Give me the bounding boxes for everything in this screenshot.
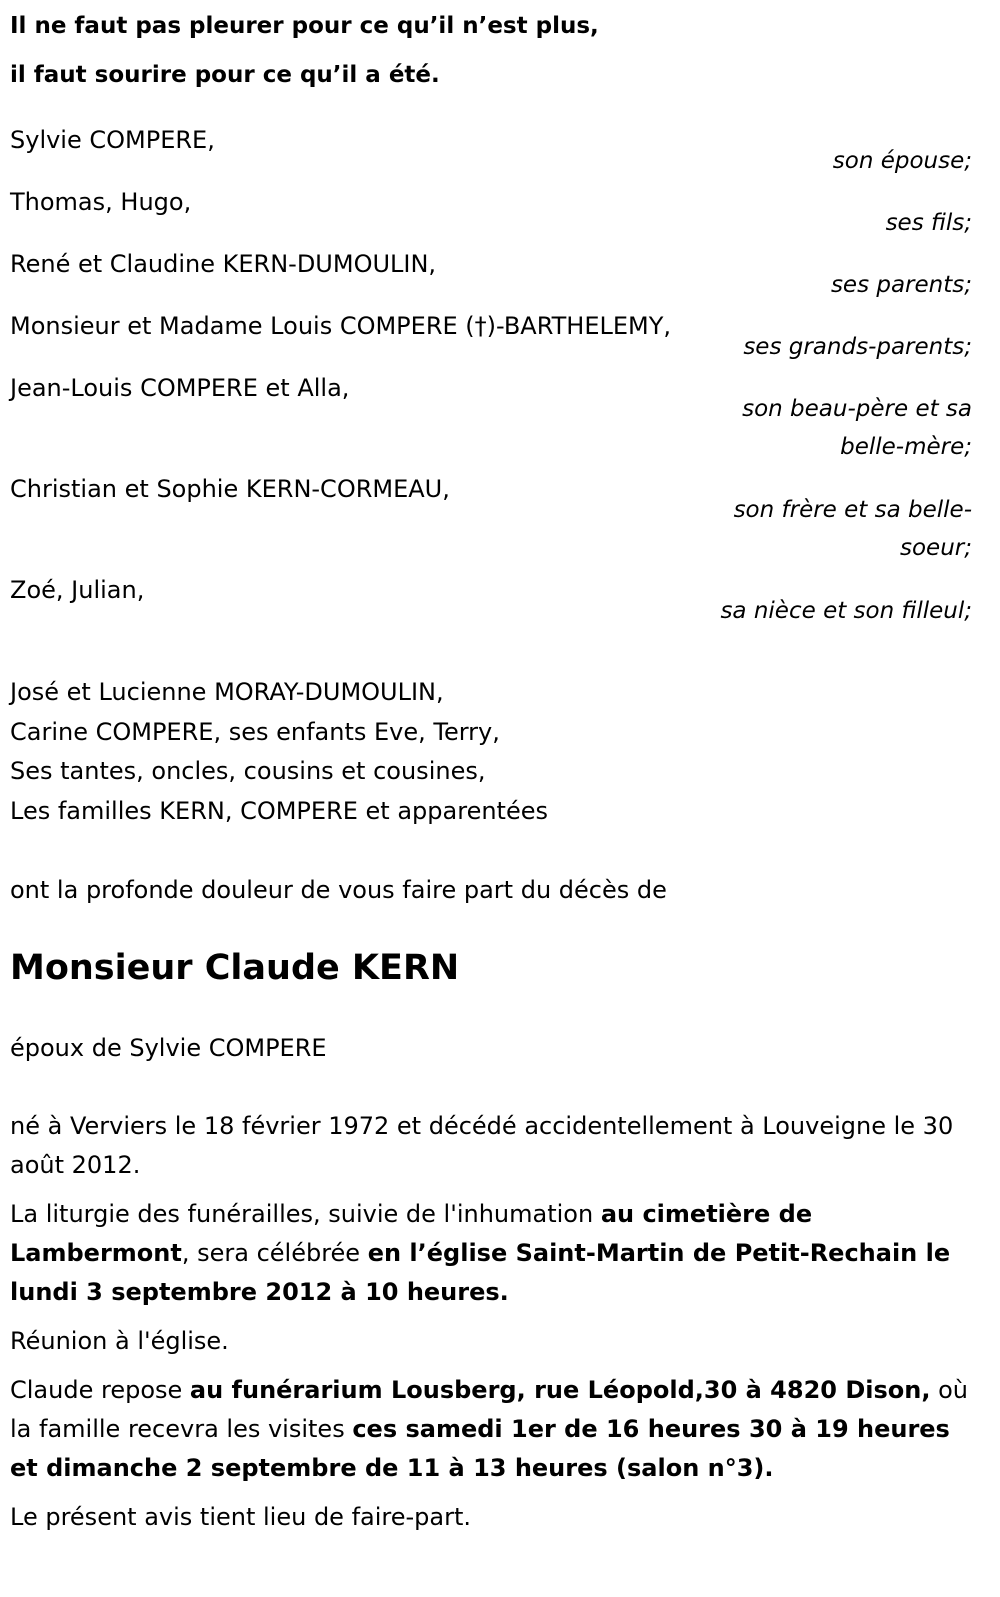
family-relation: son frère et sa belle-soeur; (733, 497, 972, 561)
church-date-time: en l’église Saint-Martin de Petit-Rechain le lundi 3 septembre 2012 à 10 heures. (10, 1239, 951, 1306)
repose-text: Claude repose (10, 1376, 190, 1404)
family-relation: ses fils; (885, 210, 972, 236)
family-list (10, 124, 972, 673)
cemetery-location: au cimetière de Lambermont (10, 1200, 813, 1267)
deceased-name: Monsieur Claude KERN (10, 948, 460, 988)
visiting-hours: ces samedi 1er de 16 heures 30 à 19 heures et dimanche 2 septembre de 11 à 13 heures (salon n°3). (10, 1415, 950, 1482)
other-relative-line: Ses tantes, oncles, cousins et cousines, (10, 757, 486, 785)
family-entry (10, 248, 972, 310)
repose-text: où la famille recevra les visites (10, 1376, 968, 1443)
family-relation: son épouse; (832, 148, 972, 174)
family-member-name: Monsieur et Madame Louis COMPERE (†)-BARTHELEMY, (10, 312, 672, 340)
family-member-name: Sylvie COMPERE, (10, 126, 215, 154)
birth-death-details: né à Verviers le 18 février 1972 et décédé accidentellement à Louveigne le 30 août 2012. (10, 1112, 954, 1179)
quote-line-2: il faut sourire pour ce qu’il a été. (10, 62, 440, 88)
funeral-home-address: au funérarium Lousberg, rue Léopold,30 à 4820 Dison, (189, 1376, 931, 1404)
family-entry (10, 473, 972, 574)
family-entry (10, 574, 972, 673)
family-relation: ses grands-parents; (743, 334, 972, 360)
family-entry (10, 372, 972, 473)
family-member-name: Jean-Louis COMPERE et Alla, (10, 374, 350, 402)
obituary-notice (10, 0, 972, 1537)
family-relation: ses parents; (830, 272, 972, 298)
other-relative-line: José et Lucienne MORAY-DUMOULIN, (10, 678, 444, 706)
announcement-intro: ont la profonde douleur de vous faire part du décès de (10, 876, 667, 904)
spouse-line: époux de Sylvie COMPERE (10, 1034, 327, 1062)
repose-details (10, 1371, 972, 1488)
family-entry (10, 124, 972, 186)
liturgy-text: , sera célébrée (181, 1239, 368, 1267)
family-member-name: René et Claudine KERN-DUMOULIN, (10, 250, 437, 278)
other-relative-line: Carine COMPERE, ses enfants Eve, Terry, (10, 717, 500, 746)
family-member-name: Thomas, Hugo, (10, 188, 192, 216)
opening-quote (10, 0, 972, 100)
family-member-name: Christian et Sophie KERN-CORMEAU, (10, 475, 450, 503)
quote-line-1: Il ne faut pas pleurer pour ce qu’il n’est plus, (10, 13, 599, 39)
closing-note: Le présent avis tient lieu de faire-part. (10, 1503, 472, 1531)
other-relative-line: Les familles KERN, COMPERE et apparentées (10, 796, 548, 825)
liturgy-text: La liturgie des funérailles, suivie de l'inhumation (10, 1200, 601, 1228)
family-entry (10, 310, 972, 372)
family-entry (10, 186, 972, 248)
family-member-name: Zoé, Julian, (10, 576, 145, 604)
liturgy-details (10, 1195, 972, 1312)
reunion-note: Réunion à l'église. (10, 1327, 229, 1355)
other-relatives (10, 673, 972, 831)
family-relation: son beau-père et sa belle-mère; (742, 396, 972, 460)
family-relation: sa nièce et son filleul; (720, 598, 972, 624)
